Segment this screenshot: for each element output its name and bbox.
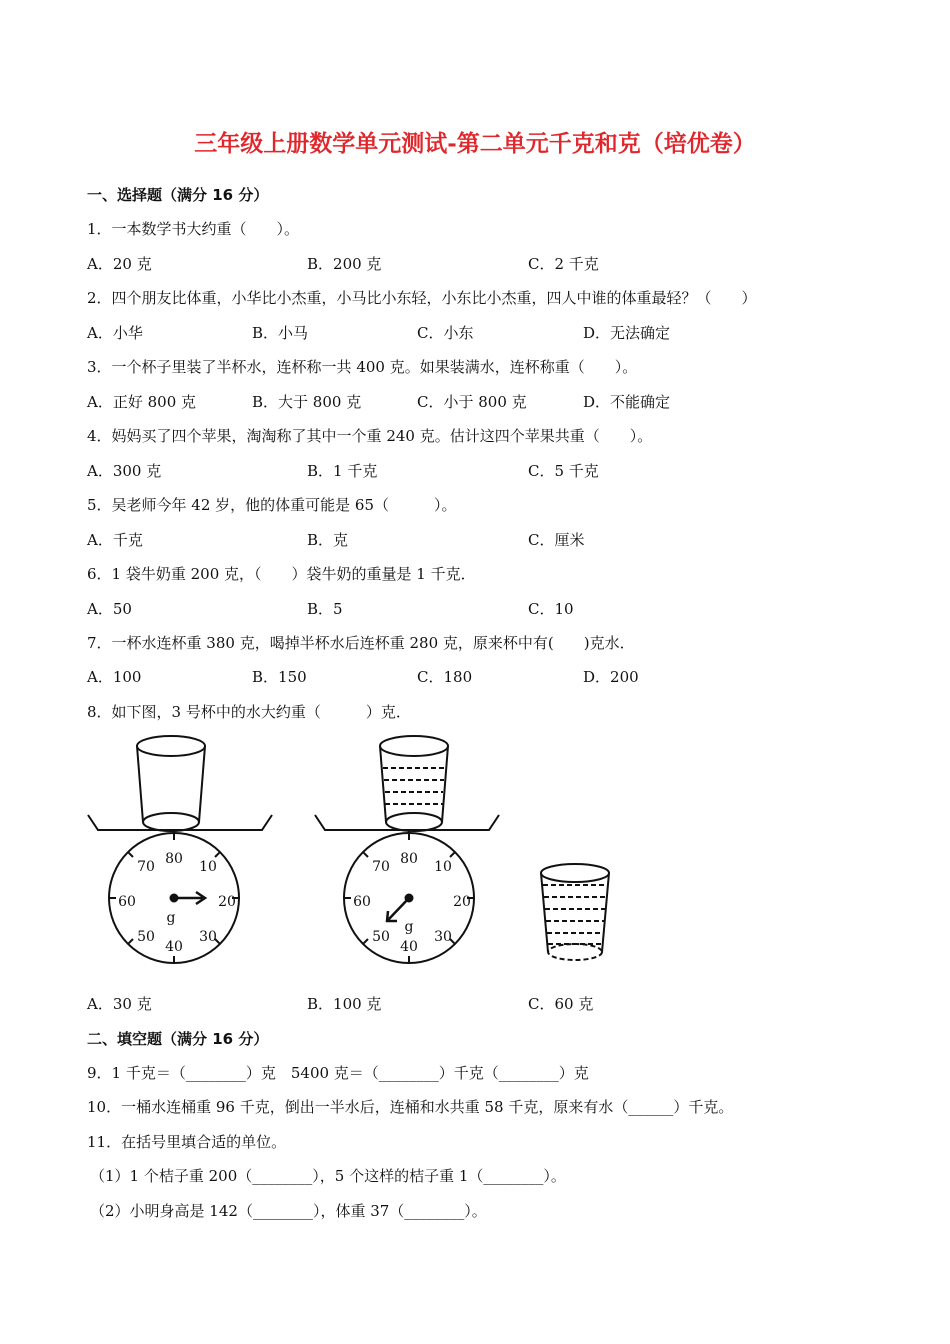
question-2: 2．四个朋友比体重，小华比小杰重，小马比小东轻，小东比小杰重，四人中谁的体重最轻？（ ） <box>87 289 757 307</box>
q4-option-c: C．5 千克 <box>528 462 599 480</box>
empty-cup-icon <box>137 736 205 831</box>
dial-label: 70 <box>137 859 155 875</box>
dial-label: 60 <box>118 894 136 910</box>
q3-option-c: C．小于 800 克 <box>417 393 527 411</box>
q7-option-c: C．180 <box>417 668 473 686</box>
q7-option-d: D．200 <box>583 668 639 686</box>
q1-option-c: C．2 千克 <box>528 255 599 273</box>
dial-tick <box>215 852 220 857</box>
scale-2 <box>315 736 499 963</box>
dial-label: 10 <box>199 859 217 875</box>
scales-figure <box>0 725 950 980</box>
scale-1-dial-labels <box>118 851 236 955</box>
q1-option-a: A．20 克 <box>87 255 152 273</box>
unit-label: g <box>166 910 176 926</box>
q4-option-a: A．300 克 <box>87 462 162 480</box>
q3-option-b: B．大于 800 克 <box>252 393 362 411</box>
dial-label: 80 <box>165 851 183 867</box>
question-11-part-1: （1）1 个桔子重 200（________），5 个这样的桔子重 1（________）。 <box>90 1167 566 1185</box>
dial-label: 40 <box>400 939 418 955</box>
scale-1 <box>88 736 272 963</box>
question-9: 9．1 千克＝（________）克 5400 克＝（________）千克（________）克 <box>87 1064 589 1082</box>
q2-option-c: C．小东 <box>417 324 474 342</box>
dial-label: 50 <box>372 929 390 945</box>
q7-option-b: B．150 <box>252 668 307 686</box>
q8-option-c: C．60 克 <box>528 995 594 1013</box>
dial-label: 10 <box>434 859 452 875</box>
page-title: 三年级上册数学单元测试-第二单元千克和克（培优卷） <box>194 130 756 157</box>
section-heading-choice: 一、选择题（满分 16 分） <box>87 186 269 204</box>
scale-2-platform <box>315 815 499 830</box>
q8-option-a: A．30 克 <box>87 995 152 1013</box>
question-10: 10．一桶水连桶重 96 千克，倒出一半水后，连桶和水共重 58 千克，原来有水（______）千克。 <box>87 1098 734 1116</box>
q5-option-a: A．千克 <box>87 531 143 549</box>
q4-option-b: B．1 千克 <box>307 462 378 480</box>
scale-1-pointer <box>174 892 205 904</box>
dial-label: 30 <box>199 929 217 945</box>
q3-option-a: A．正好 800 克 <box>87 393 196 411</box>
dial-tick <box>450 852 455 857</box>
cup-3-icon <box>541 864 609 960</box>
dial-tick <box>363 852 368 857</box>
dial-tick <box>128 939 133 944</box>
section-heading-fill: 二、填空题（满分 16 分） <box>87 1030 269 1048</box>
question-3: 3．一个杯子里装了半杯水，连杯称一共 400 克。如果装满水，连杯称重（ ）。 <box>87 358 638 376</box>
dial-label: 20 <box>218 894 236 910</box>
dial-tick <box>363 939 368 944</box>
question-5: 5．吴老师今年 42 岁，他的体重可能是 65（ ）。 <box>87 496 457 514</box>
question-1: 1．一本数学书大约重（ ）。 <box>87 220 300 238</box>
q5-option-c: C．厘米 <box>528 531 585 549</box>
q2-option-b: B．小马 <box>252 324 309 342</box>
scale-2-pointer <box>387 898 409 921</box>
q3-option-d: D．不能确定 <box>583 393 671 411</box>
q2-option-d: D．无法确定 <box>583 324 671 342</box>
dial-label: 40 <box>165 939 183 955</box>
dial-label: 80 <box>400 851 418 867</box>
scale-1-platform <box>88 815 272 830</box>
question-7: 7．一杯水连杯重 380 克，喝掉半杯水后连杯重 280 克，原来杯中有( )克水． <box>87 634 635 652</box>
q6-option-b: B．5 <box>307 600 343 618</box>
question-11-part-2: （2）小明身高是 142（________），体重 37（________）。 <box>90 1202 487 1220</box>
scale-2-dial-labels <box>353 851 471 955</box>
dial-label: 70 <box>372 859 390 875</box>
q8-option-b: B．100 克 <box>307 995 382 1013</box>
q5-option-b: B．克 <box>307 531 349 549</box>
dial-label: 30 <box>434 929 452 945</box>
question-6: 6．1 袋牛奶重 200 克，（ ）袋牛奶的重量是 1 千克． <box>87 565 476 583</box>
q2-option-a: A．小华 <box>87 324 143 342</box>
full-cup-icon <box>380 736 448 831</box>
dial-label: 20 <box>453 894 471 910</box>
q6-option-a: A．50 <box>87 600 132 618</box>
q6-option-c: C．10 <box>528 600 574 618</box>
q7-option-a: A．100 <box>87 668 142 686</box>
dial-label: 60 <box>353 894 371 910</box>
dial-label: 50 <box>137 929 155 945</box>
question-4: 4．妈妈买了四个苹果，淘淘称了其中一个重 240 克。估计这四个苹果共重（ ）。 <box>87 427 653 445</box>
unit-label: g <box>404 919 414 935</box>
dial-tick <box>128 852 133 857</box>
q1-option-b: B．200 克 <box>307 255 382 273</box>
question-8: 8．如下图，3 号杯中的水大约重（ ）克． <box>87 703 411 721</box>
question-11: 11．在括号里填合适的单位。 <box>87 1133 287 1151</box>
